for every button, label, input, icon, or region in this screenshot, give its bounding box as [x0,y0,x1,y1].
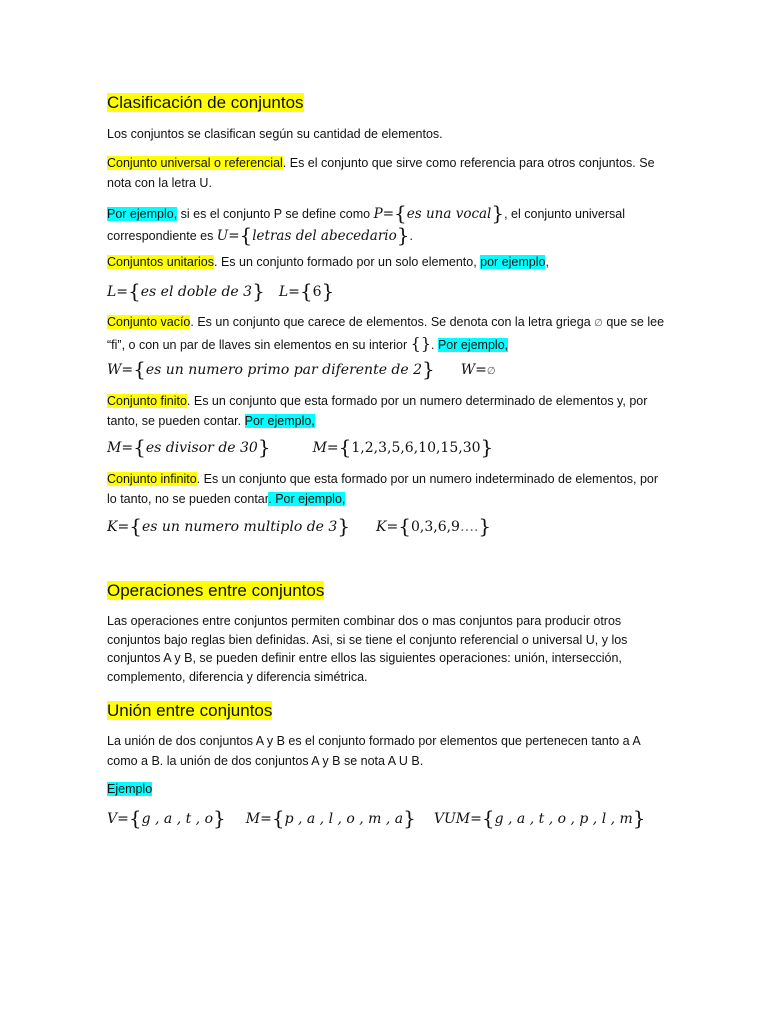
set-description: es el doble de 3 [140,284,253,300]
brace: } [478,514,492,538]
term-highlight: Conjunto universal o referencial [107,156,283,170]
brace: } [337,514,351,538]
set-name: U [216,228,229,244]
equals-sign: = [288,284,300,300]
term-highlight: Conjunto vacío [107,315,191,329]
brace: } [480,435,494,459]
equals-sign: = [121,440,134,456]
brace: } [321,279,335,303]
brace: } [213,806,226,830]
ellipsis: …. [459,519,479,535]
finito-paragraph [107,392,667,431]
set-value: 1,2,3,5,6,10,15,30 [351,440,481,456]
example-label: por ejemplo [480,255,546,269]
math-inline [373,201,505,225]
set-description: es un numero multiplo de 3 [141,519,338,535]
brace: } [632,806,646,830]
equals-sign: = [121,362,134,378]
empty-braces: {} [410,333,431,353]
set-value: p , a , l , o , m , a [284,811,404,827]
equals-sign: = [117,519,130,535]
set-name: K [107,519,118,535]
equals-sign: = [228,228,240,244]
set-description: es una vocal [406,206,492,222]
math-finito [107,437,493,459]
set-name: L [107,284,117,300]
paragraph-text: . [431,337,438,352]
paragraph-text: . Es un conjunto que esta formado por un numero determinado de elementos y, por tanto, se pueden contar. [107,394,648,428]
set-name: V [107,811,118,827]
brace: { [128,279,141,303]
brace: { [394,201,407,225]
example-label: Por ejemplo, [437,337,509,352]
set-name: L [278,284,289,300]
set-name: P [373,206,383,222]
math-infinito [107,516,491,538]
paragraph-text: , el conjunto universal correspondiente es [107,207,626,243]
set-name: M [245,811,261,827]
operaciones-paragraph: Las operaciones entre conjuntos permiten combinar dos o mas conjuntos para producir otros conjuntos bajo reglas bien definidas. Asi, si se tiene el conjunto referencial o universal U, y los conjuntos A y B, se pueden definir entre ellos las siguientes operaciones: unión, intersección, complemento, diferencia y diferencia simétrica. [107,614,628,684]
union-example-label-line [107,780,667,800]
paragraph-text: . Es un conjunto que carece de elementos. Se denota con la letra griega [190,315,595,329]
brace: } [403,806,416,830]
set-name: W [107,362,122,378]
equals-sign: = [326,440,339,456]
brace: { [398,514,411,538]
math-union [107,808,646,830]
set-name: VUM [433,811,471,827]
paragraph-text: si es el conjunto P se define como [177,207,374,221]
brace: { [481,806,495,830]
set-value: g , a , t , o [141,811,214,827]
equals-sign: = [386,519,399,535]
brace: { [133,357,146,381]
section-heading-union [107,700,272,722]
brace: { [239,223,253,247]
math-unitarios [107,281,334,303]
brace: { [338,435,352,459]
math-inline [216,223,413,247]
term-highlight: Conjuntos unitarios [107,255,215,269]
equals-sign: = [475,362,487,378]
set-name: W [460,362,476,378]
paragraph-text: que se lee “fi”, o con un par de llaves sin elementos en su interior [107,315,665,352]
example-label: . Por ejemplo, [268,491,346,506]
example-label: Ejemplo [107,782,153,796]
set-value: g , a , t , o , p , l , m [494,811,633,827]
heading-text: Unión entre conjuntos [107,701,273,720]
paragraph-text: . Es un conjunto que esta formado por un numero indeterminado de elementos, por lo tanto, no se pueden contar [107,472,659,506]
intro-paragraph: Los conjuntos se clasifican según su cantidad de elementos. [107,127,443,141]
math-vacio [107,359,496,383]
set-name: M [107,440,122,456]
brace: } [396,223,410,247]
section-heading-operaciones [107,580,324,602]
brace: { [129,514,142,538]
paragraph-text: . Es un conjunto formado por un solo elemento, [214,255,481,269]
infinito-paragraph [107,470,667,509]
term-highlight: Conjunto infinito [107,472,197,486]
example-label: Por ejemplo, [107,207,178,221]
empty-set-symbol: ∅ [486,366,496,377]
universal-example-paragraph [107,203,667,247]
heading-text: Clasificación de conjuntos [107,93,304,112]
equals-sign: = [470,811,482,827]
vacio-paragraph [107,313,667,355]
brace: { [271,806,285,830]
equals-sign: = [116,284,129,300]
example-label: Por ejemplo, [244,413,315,428]
brace: { [128,806,142,830]
set-value: 0,3,6,9 [410,519,460,535]
union-paragraph: La unión de dos conjuntos A y B es el conjunto formado por elementos que pertenecen tanto a A como a B. la unión de dos conjuntos A y B se nota A U B. [107,734,641,768]
set-description: letras del abecedario [252,228,397,244]
brace: } [491,201,505,225]
paragraph-text: . Es el conjunto que sirve como referencia para otros conjuntos. Se nota con la letra U. [107,156,655,190]
term-highlight: Conjunto finito [107,394,187,408]
brace: } [422,357,435,381]
unitarios-paragraph [107,253,667,273]
set-value: 6 [312,284,322,300]
section-heading-clasificacion [107,92,304,114]
brace: { [299,279,313,303]
set-description: es divisor de 30 [145,440,258,456]
set-description: es un numero primo par diferente de 2 [145,362,423,378]
brace: } [257,435,271,459]
equals-sign: = [382,206,395,222]
paragraph-text: . [409,229,413,243]
brace: { [133,435,146,459]
set-name: M [312,440,327,456]
empty-set-symbol: ∅ [594,318,603,329]
equals-sign: = [260,811,272,827]
brace: } [252,279,265,303]
equals-sign: = [117,811,129,827]
universal-paragraph [107,154,667,193]
heading-text: Operaciones entre conjuntos [107,581,325,600]
set-name: K [376,519,387,535]
paragraph-text: , [545,255,549,269]
